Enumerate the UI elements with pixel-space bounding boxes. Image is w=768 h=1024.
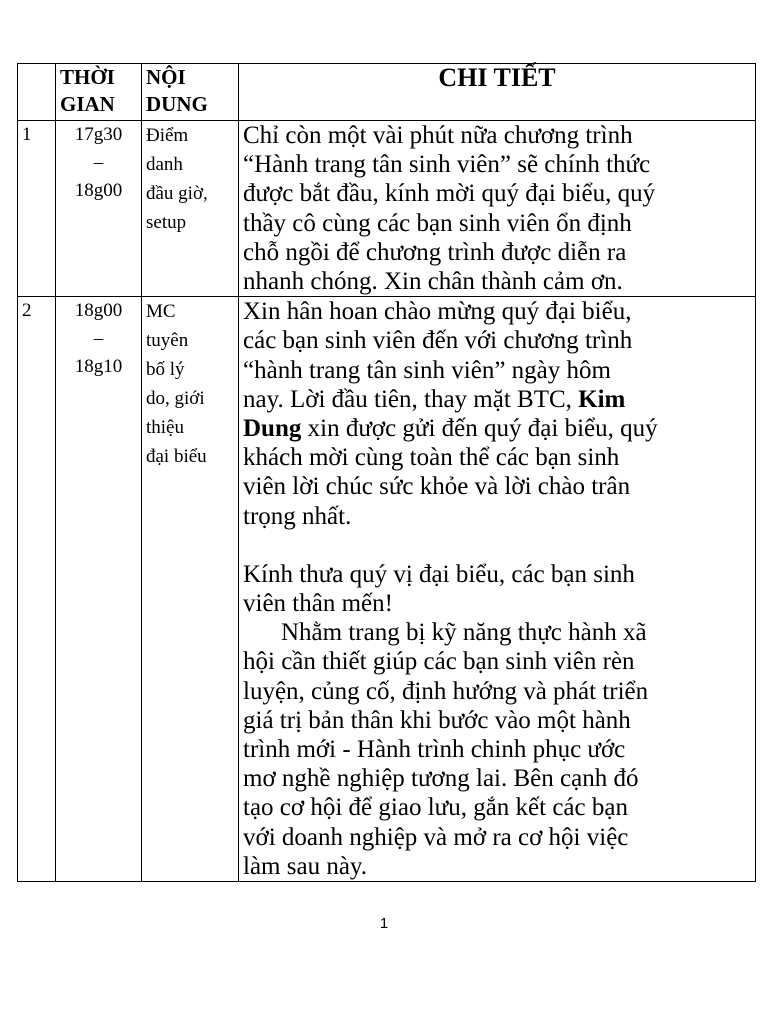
row-number: 2 xyxy=(18,297,56,882)
time-line: 18g00 xyxy=(74,300,123,322)
time-line: 17g30 xyxy=(74,124,123,145)
detail-line xyxy=(243,414,751,443)
header-content xyxy=(142,64,239,121)
table-header-row xyxy=(18,64,756,121)
detail-line: nhanh chóng. Xin chân thành cảm ơn. xyxy=(243,268,623,296)
content-line: MC xyxy=(146,301,176,323)
detail-line: trình mới - Hành trình chinh phục ước xyxy=(243,736,626,764)
header-time-line: GIAN xyxy=(60,92,115,116)
header-number xyxy=(18,64,56,121)
detail-line: “hành trang tân sinh viên” ngày hôm xyxy=(243,356,611,384)
detail-line: Kính thưa quý vị đại biểu, các bạn sinh xyxy=(243,560,635,588)
content-line: thiệu xyxy=(146,417,184,439)
header-content-line: NỘI xyxy=(146,65,186,89)
content-line: Điểm xyxy=(146,125,189,146)
mc-name-bold: Kim xyxy=(578,385,626,413)
detail-line: khách mời cùng toàn thể các bạn sinh xyxy=(243,444,620,472)
row-time xyxy=(56,121,142,297)
detail-line: với doanh nghiệp và mở ra cơ hội việc xyxy=(243,823,629,851)
detail-line: thầy cô cùng các bạn sinh viên ổn định xyxy=(243,209,632,237)
detail-line: Chỉ còn một vài phút nữa chương trình xyxy=(243,122,633,149)
detail-text: nay. Lời đầu tiên, thay mặt BTC, xyxy=(243,385,579,413)
time-line: – xyxy=(93,152,104,173)
detail-line: giá trị bản thân khi bước vào một hành xyxy=(243,706,631,734)
table-row xyxy=(18,297,756,882)
content-line: đầu giờ, xyxy=(146,183,208,204)
detail-text: xin được gửi đến quý đại biểu, quý xyxy=(301,415,658,443)
detail-line: làm sau này. xyxy=(243,852,368,880)
detail-line: viên thân mến! xyxy=(243,590,393,618)
detail-line: hội cần thiết giúp các bạn sinh viên rèn xyxy=(243,648,635,676)
time-line: 18g10 xyxy=(74,356,123,378)
page-number: 1 xyxy=(379,915,389,932)
detail-line: luyện, củng cố, định hướng và phát triển xyxy=(243,677,649,705)
row-content xyxy=(142,121,239,297)
time-line: 18g00 xyxy=(74,180,123,201)
content-line: bố lý xyxy=(146,359,185,381)
header-time-line: THỜI xyxy=(60,65,115,89)
detail-line: chỗ ngồi để chương trình được diễn ra xyxy=(243,238,627,266)
table-row xyxy=(18,121,756,297)
header-time xyxy=(56,64,142,121)
detail-line: “Hành trang tân sinh viên” sẽ chính thức xyxy=(243,151,651,179)
detail-line: các bạn sinh viên đến với chương trình xyxy=(243,327,633,355)
content-line: setup xyxy=(146,212,187,233)
content-line: đại biểu xyxy=(146,446,207,468)
content-line: do, giới xyxy=(146,388,205,410)
program-schedule-table xyxy=(17,63,756,882)
time-line: – xyxy=(93,328,104,350)
content-line: tuyên xyxy=(146,330,189,352)
mc-name-bold: Dung xyxy=(243,415,302,443)
row-time xyxy=(56,297,142,882)
content-line: danh xyxy=(146,154,183,175)
detail-line: viên lời chúc sức khỏe và lời chào trân xyxy=(243,473,631,501)
paragraph-gap xyxy=(243,531,751,560)
detail-line: trọng nhất. xyxy=(243,502,352,530)
header-detail: CHI TIẾT xyxy=(239,64,756,121)
detail-line: được bắt đầu, kính mời quý đại biểu, quý xyxy=(243,180,656,208)
detail-line: Xin hân hoan chào mừng quý đại biểu, xyxy=(243,298,632,326)
detail-line: mơ nghề nghiệp tương lai. Bên cạnh đó xyxy=(243,765,639,793)
row-detail xyxy=(239,121,756,297)
detail-line: Nhằm trang bị kỹ năng thực hành xã xyxy=(281,619,647,647)
detail-line: tạo cơ hội để giao lưu, gắn kết các bạn xyxy=(243,794,628,822)
row-number: 1 xyxy=(18,121,56,297)
row-content xyxy=(142,297,239,882)
header-content-line: DUNG xyxy=(146,92,208,116)
row-detail xyxy=(239,297,756,882)
detail-line xyxy=(243,385,751,414)
